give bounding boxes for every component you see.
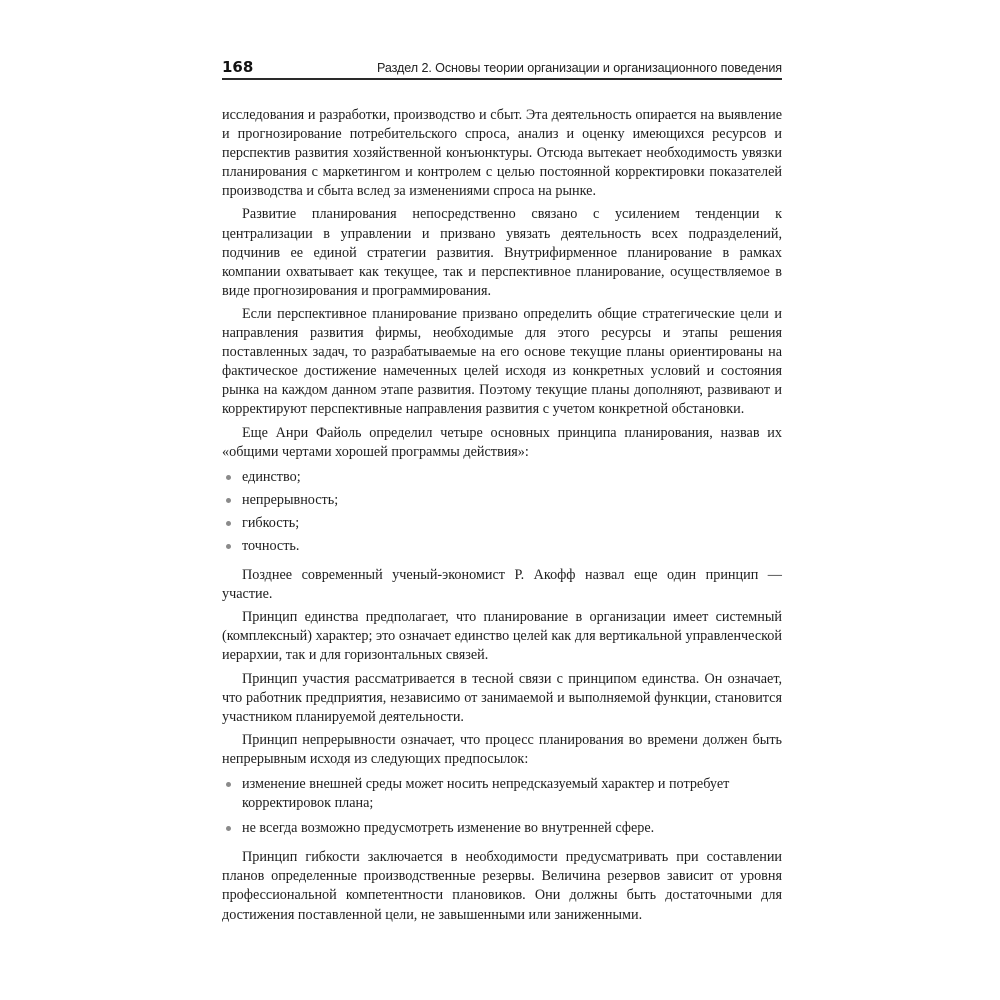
- section-title: Раздел 2. Основы теории организации и организационного поведения: [377, 61, 782, 75]
- list-item: [222, 775, 782, 813]
- premises-list: [222, 775, 782, 838]
- list-item: [222, 819, 782, 838]
- list-item: [222, 468, 782, 487]
- bullet-icon: [226, 498, 231, 503]
- list-item-text: не всегда возможно предусмотреть изменение во внутренней сфере.: [242, 820, 655, 837]
- principles-list: [222, 468, 782, 556]
- paragraph: Принцип гибкости заключается в необходимости предусматривать при составлении планов определенные производственные резервы. Величина резервов зависит от уровня профессиональной компетентности плановиков. Они должны быть достаточными для достижения поставленной цели, не завышенными или заниженными.: [222, 849, 782, 923]
- list-item-text: единство;: [242, 468, 301, 485]
- list-item: [222, 537, 782, 556]
- list-item-text: непрерывность;: [242, 491, 339, 508]
- list-item-text: изменение внешней среды может носить непредсказуемый характер и потребует корректировок плана;: [242, 776, 730, 812]
- book-page: [222, 52, 782, 929]
- body-text: [222, 106, 782, 925]
- paragraph: Еще Анри Файоль определил четыре основных принципа планирования, назвав их «общими чертами хорошей программы действия»:: [222, 424, 782, 460]
- paragraph: Развитие планирования непосредственно связано с усилением тенденции к централизации в управлении и призвано увязать деятельность всех подразделений, подчинив ее единой стратегии развития. Внутрифирменное планирование в рамках компании охватывает как текущее, так и перспективное планирование, осуществляемое в виде прогнозирования и программирования.: [222, 206, 782, 299]
- paragraph: Принцип участия рассматривается в тесной связи с принципом единства. Он означает, что работник предприятия, независимо от занимаемой и выполняемой функции, становится участником планируемой деятельности.: [222, 670, 782, 725]
- list-item: [222, 491, 782, 510]
- bullet-icon: [226, 475, 231, 480]
- paragraph: Принцип единства предполагает, что планирование в организации имеет системный (комплексный) характер; это означает единство целей как для вертикальной управленческой иерархии, так и для горизонтальных связей.: [222, 609, 782, 664]
- running-header: [222, 52, 782, 80]
- paragraph: исследования и разработки, производство и сбыт. Эта деятельность опирается на выявление и прогнозирование потребительского спроса, анализ и оценку имеющихся ресурсов и перспектив развития хозяйственной конъюнктуры. Отсюда вытекает необходимость увязки планирования с маркетингом и контролем с целью постоянной корректировки показателей производства и сбыта вслед за изменениями спроса на рынке.: [222, 107, 782, 200]
- list-item-text: гибкость;: [242, 514, 300, 531]
- bullet-icon: [226, 521, 231, 526]
- bullet-icon: [226, 544, 231, 549]
- bullet-icon: [226, 826, 231, 831]
- bullet-icon: [226, 782, 231, 787]
- list-item: [222, 514, 782, 533]
- page-number: 168: [222, 58, 254, 76]
- paragraph: Если перспективное планирование призвано определить общие стратегические цели и направления развития фирмы, необходимые для этого ресурсы и этапы решения поставленных задач, то разрабатываемые на его основе текущие планы ориентированы на фактическое достижение намеченных целей исходя из конкретных условий и состояния рынка на каждом данном этапе развития. Поэтому текущие планы дополняют, развивают и корректируют перспективные направления развития с учетом конкретной обстановки.: [222, 305, 782, 418]
- paragraph: Принцип непрерывности означает, что процесс планирования во времени должен быть непрерывным исходя из следующих предпосылок:: [222, 731, 782, 767]
- list-item-text: точность.: [242, 537, 300, 554]
- paragraph: Позднее современный ученый-экономист Р. Акофф назвал еще один принцип — участие.: [222, 567, 782, 603]
